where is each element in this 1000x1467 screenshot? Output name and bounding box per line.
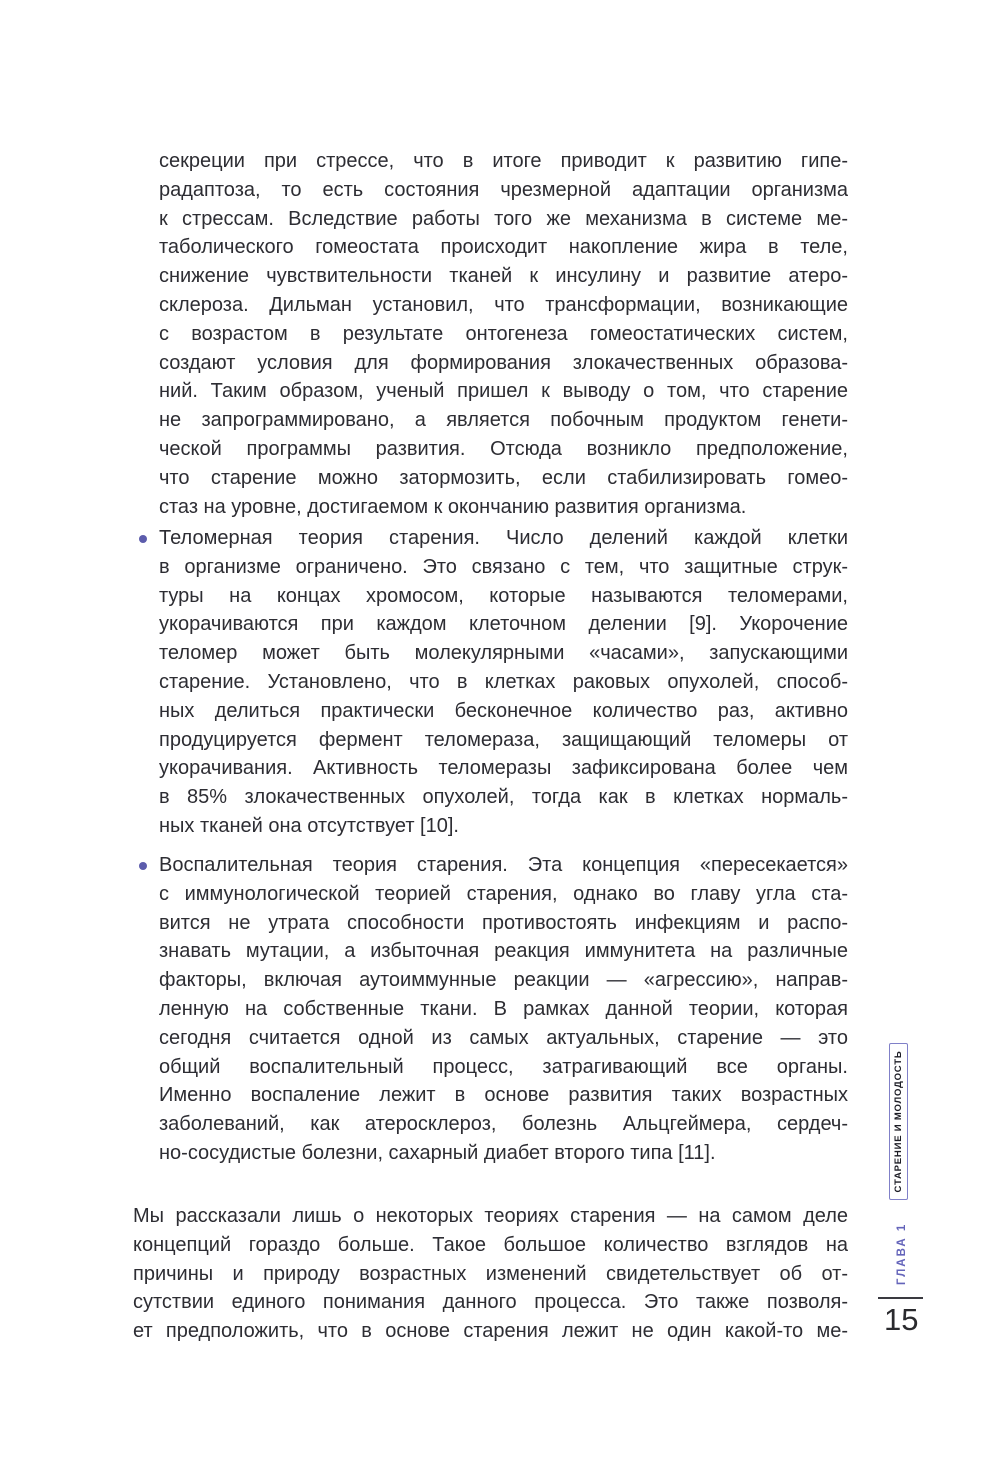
- text-line: таболического гомеостата происходит накопление жира в теле,: [159, 236, 848, 259]
- paragraph: [159, 147, 848, 521]
- text-line: создают условия для формирования злокачественных образова-: [159, 351, 848, 374]
- section-badge: [889, 1043, 908, 1200]
- text-line: укорачиваются при каждом клеточном делении [9]. Укорочение: [159, 613, 848, 636]
- text-line: продуцируется фермент теломераза, защищающий теломеры от: [159, 728, 848, 751]
- page-number-rule: [878, 1297, 923, 1299]
- text-line: старение. Установлено, что в клетках раковых опухолей, способ-: [159, 670, 848, 693]
- text-line: Мы рассказали лишь о некоторых теориях старения — на самом деле: [133, 1205, 848, 1227]
- section-badge-label: СТАРЕНИЕ И МОЛОДОСТЬ: [893, 1050, 904, 1193]
- text-line: сутствии единого понимания данного процесса. Это также позволя-: [133, 1291, 848, 1314]
- bullet-icon: [139, 535, 147, 543]
- text-line: склероза. Дильман установил, что трансформации, возникающие: [159, 293, 848, 316]
- text-line: факторы, включая аутоиммунные реакции — «агрессию», направ-: [159, 969, 848, 992]
- text-line: знавать мутации, а избыточная реакция иммунитета на различные: [159, 940, 848, 963]
- text-line: укорачивания. Активность теломеразы зафиксирована более чем: [159, 757, 848, 780]
- text-line: ний. Таким образом, ученый пришел к выводу о том, что старение: [159, 380, 848, 403]
- text-line: концепций гораздо больше. Такое большое количество взглядов на: [133, 1233, 848, 1256]
- text-line: но-сосудистые болезни, сахарный диабет второго типа [11].: [159, 1141, 716, 1164]
- text-line: Теломерная теория старения. Число делений каждой клетки: [159, 527, 848, 549]
- text-line: Воспалительная теория старения. Эта концепция «пересекается»: [159, 854, 848, 876]
- body-text: [133, 0, 848, 1467]
- bullet-item: [159, 524, 848, 841]
- bullet-icon: [139, 862, 147, 870]
- page-number: 15: [884, 1302, 919, 1337]
- text-line: что старение можно затормозить, если стабилизировать гомео-: [159, 466, 848, 489]
- text-line: туры на концах хромосом, которые называются теломерами,: [159, 584, 848, 607]
- text-line: сегодня считается одной из самых актуальных, старение — это: [159, 1026, 848, 1049]
- text-line: общий воспалительный процесс, затрагивающий все органы.: [159, 1055, 848, 1078]
- text-line: к стрессам. Вследствие работы того же механизма в системе ме-: [159, 207, 848, 230]
- text-line: вится не утрата способности противостоять инфекциям и распо-: [159, 911, 848, 934]
- text-line: снижение чувствительности тканей к инсулину и развитие атеро-: [159, 265, 848, 288]
- text-line: Именно воспаление лежит в основе развития таких возрастных: [159, 1084, 848, 1107]
- text-line: ленную на собственные ткани. В рамках данной теории, которая: [159, 997, 848, 1020]
- text-line: причины и природу возрастных изменений свидетельствует об от-: [133, 1262, 848, 1285]
- paragraph: [133, 1202, 848, 1346]
- text-line: теломер может быть молекулярными «часами», запускающими: [159, 642, 848, 665]
- text-line: ных делиться практически бесконечное количество раз, активно: [159, 699, 848, 722]
- text-line: в 85% злокачественных опухолей, тогда как в клетках нормаль-: [159, 786, 848, 809]
- text-line: с возрастом в результате онтогенеза гомеостатических систем,: [159, 322, 848, 345]
- text-line: с иммунологической теорией старения, однако во главу угла ста-: [159, 882, 848, 905]
- text-line: радаптоза, то есть состояния чрезмерной адаптации организма: [159, 178, 848, 201]
- bullet-item: [159, 851, 848, 1168]
- text-line: ет предположить, что в основе старения лежит не один какой-то ме-: [133, 1320, 848, 1343]
- text-line: стаз на уровне, достигаемом к окончанию развития организма.: [159, 495, 747, 518]
- text-line: ных тканей она отсутствует [10].: [159, 814, 459, 837]
- text-line: не запрограммировано, а является побочным продуктом генети-: [159, 409, 848, 432]
- text-line: в организме ограничено. Это связано с тем, что защитные струк-: [159, 555, 848, 578]
- text-line: секреции при стрессе, что в итоге приводит к развитию гипе-: [159, 150, 848, 172]
- chapter-label: ГЛАВА 1: [896, 1222, 908, 1285]
- text-line: заболеваний, как атеросклероз, болезнь Альцгеймера, сердеч-: [159, 1113, 848, 1136]
- text-line: ческой программы развития. Отсюда возникло предположение,: [159, 437, 848, 460]
